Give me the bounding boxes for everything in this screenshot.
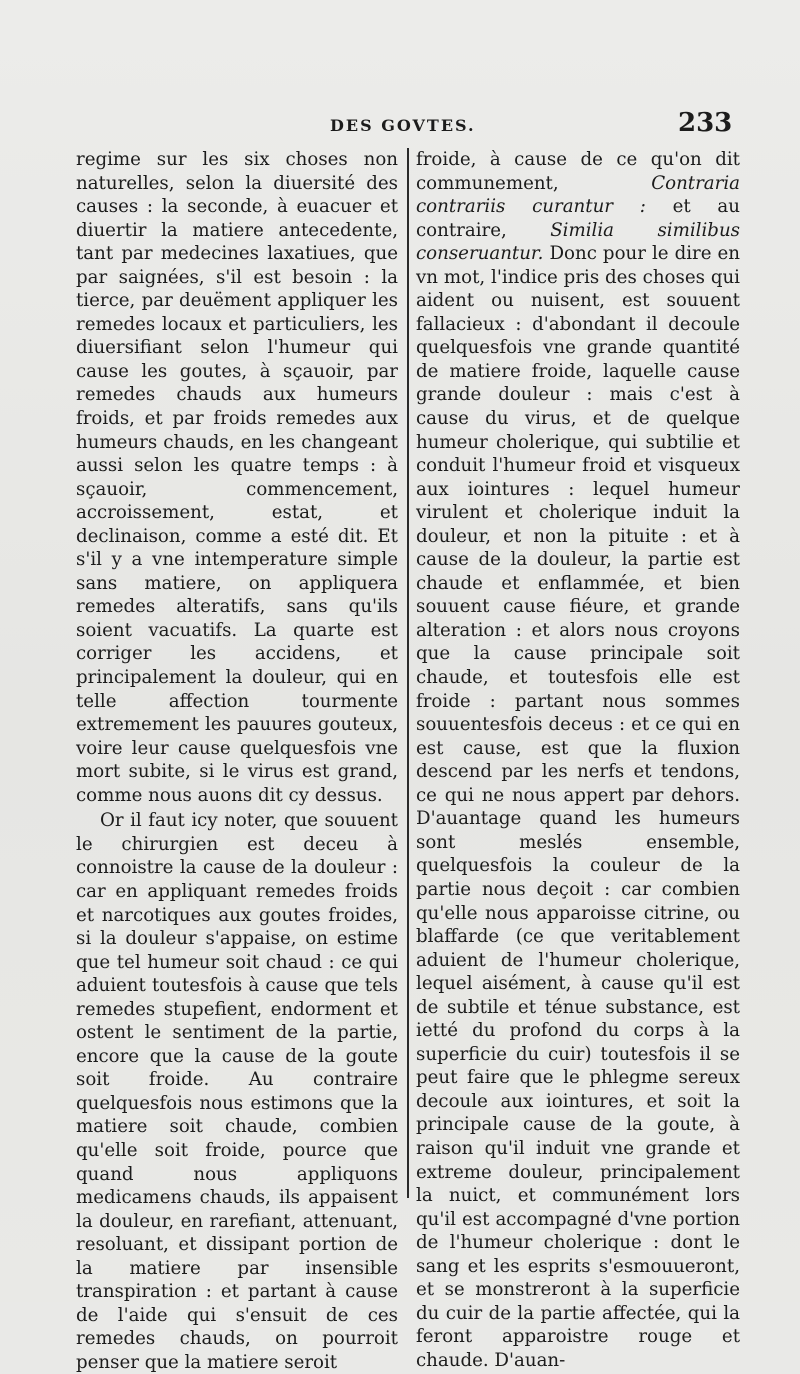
right-column xyxy=(416,148,740,1372)
left-paragraph-1: regime sur les six choses non naturelles, selon la diuersité des causes : la seconde, à euacuer et diuertir la matiere antecedente, tant par medecines laxatiues, que par saignées, s'il est besoin : la tierce, par deuëment appliquer les remedes locaux et particuliers, les diuersifiant selon l'humeur qui cause les goutes, à sçauoir, par remedes chauds aux humeurs froids, et par froids remedes aux humeurs chauds, en les changeant aussi selon les quatre temps : à sçauoir, commencement, accroissement, estat, et declinaison, comme a esté dit. Et s'il y a vne intemperature simple sans matiere, on appliquera remedes alteratifs, sans qu'ils soient vacuatifs. La quarte est corriger les accidens, et principalement la douleur, qui en telle affection tourmente extremement les pauures gouteux, voire leur cause quelquesfois vne mort subite, si le virus est grand, comme nous auons dit cy dessus. xyxy=(76,149,398,806)
left-column xyxy=(76,148,398,1374)
latin-quote-2: Similia similibus conseruantur. xyxy=(416,219,740,265)
right-text-3: Donc pour le dire en vn mot, l'indice pris des choses qui aident ou nuisent, est souuent fallacieux : d'abondant il decoule quelquesfois vne grande quantité de matiere froide, laquelle cause grande douleur : mais c'est à cause du virus, et de quelque humeur cholerique, qui subtilie et conduit l'humeur froid et visqueux aux iointures : lequel humeur virulent et cholerique induit la douleur, et non la pituite : et à cause de la douleur, la partie est chaude et enflammée, et bien souuent cause fiéure, et grande alteration : et alors nous croyons que la cause principale soit chaude, et toutesfois elle est froide : partant nous sommes souuentesfois deceus : et ce qui en est cause, est que la fluxion descend par les nerfs et tendons, ce qui ne nous appert par dehors. D'auantage quand les humeurs sont meslés ensemble, quelquesfois la couleur de la partie nous deçoit : car combien qu'elle nous apparoisse citrine, ou blaffarde (ce que veritablement aduient de l'humeur cholerique, lequel aisément, à cause qu'il est de subtile et ténue substance, est ietté du profond du corps à la superficie du cuir) toutesfois il se peut faire que le phlegme sereux decoule aux iointures, et soit la principale cause de la goute, à raison qu'il induit vne grande et extreme douleur, principalement la nuict, et communément lors qu'il est accompagné d'vne portion de l'humeur cholerique : dont le sang et les esprits s'esmouueront, et se monstreront à la superficie du cuir de la partie affectée, qui la feront apparoistre rouge et chaude. D'auan- xyxy=(416,243,740,1371)
right-text-2: et au contraire, xyxy=(416,196,740,241)
page-number: 233 xyxy=(678,108,733,138)
left-paragraph-2: Or il faut icy noter, que souuent le chirurgien est deceu à connoistre la cause de la douleur : car en appliquant remedes froids et narcotiques aux goutes froides, si la douleur s'appaise, on estime que tel humeur soit chaud : ce qui aduient toutesfois à cause que tels remedes stupefient, endorment et ostent le sentiment de la partie, encore que la cause de la goute soit froide. Au contraire quelquesfois nous estimons que la matiere soit chaude, combien qu'elle soit froide, pource que quand nous appliquons medicamens chauds, ils appaisent la douleur, en rarefiant, attenuant, resoluant, et dissipant portion de la matiere par insensible transpiration : et partant à cause de l'aide qui s'ensuit de ces remedes chauds, on pourroit penser que la matiere seroit xyxy=(76,810,398,1373)
right-paragraph xyxy=(416,148,740,1372)
column-divider xyxy=(407,148,409,1198)
running-head xyxy=(0,108,800,142)
running-title: DES GOVTES. xyxy=(330,116,476,135)
right-text-1: froide, à cause de ce qu'on dit communement, xyxy=(416,149,740,194)
latin-quote-1: Contraria contrariis curantur : xyxy=(416,172,740,218)
